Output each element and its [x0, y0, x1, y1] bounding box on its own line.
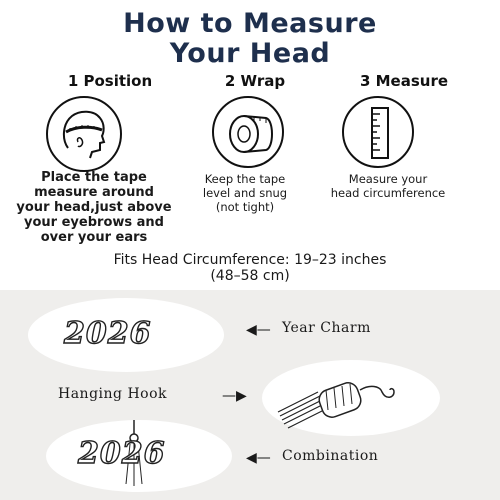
- combination-charm-graphic: 2026: [78, 436, 166, 471]
- step-3-description: [318, 172, 458, 200]
- tape-measure-roll-icon: [212, 96, 284, 168]
- step-3-desc-line: Measure your: [348, 172, 428, 186]
- fits-line-2: (48–58 cm): [210, 268, 290, 284]
- arrow-left-icon: ◀—: [246, 450, 271, 466]
- tassel-hook-icon: [262, 360, 440, 436]
- charm-parts-panel: [0, 290, 500, 500]
- step-2-desc-line: Keep the tape: [204, 172, 286, 186]
- step-2-desc-line: level and snug: [202, 186, 288, 200]
- step-1-desc-line: your eyebrows and: [24, 215, 164, 230]
- year-charm-oval: [28, 298, 224, 372]
- title-line-1: How to Measure: [123, 8, 377, 39]
- fits-circumference-text: [0, 252, 500, 284]
- step-2-desc-line: (not tight): [215, 200, 275, 214]
- fits-line-1: Fits Head Circumference: 19–23 inches: [113, 252, 387, 268]
- step-1-desc-line: over your ears: [40, 230, 148, 245]
- step-1-desc-line: your head,just above: [16, 200, 172, 215]
- step-1-description: [14, 170, 174, 245]
- combination-label: Combination: [282, 448, 379, 464]
- step-2-description: [180, 172, 310, 214]
- hanging-hook-oval: [262, 360, 440, 436]
- arrow-right-icon: —▶: [222, 388, 247, 404]
- title-line-2: Your Head: [169, 38, 331, 69]
- step-1-heading: 1 Position: [67, 72, 153, 90]
- step-2-heading: 2 Wrap: [224, 72, 286, 90]
- head-with-tape-icon: [46, 96, 122, 172]
- step-3-heading: 3 Measure: [359, 72, 449, 90]
- step-1-desc-line: measure around: [34, 185, 154, 200]
- year-charm-label: Year Charm: [282, 320, 371, 336]
- year-charm-graphic: 2026: [64, 316, 152, 351]
- arrow-left-icon: ◀—: [246, 322, 271, 338]
- combination-oval: [46, 420, 232, 492]
- step-1-desc-line: Place the tape: [41, 170, 147, 185]
- step-3-desc-line: head circumference: [330, 186, 446, 200]
- ruler-icon: [342, 96, 414, 168]
- hanging-hook-label: Hanging Hook: [58, 386, 167, 402]
